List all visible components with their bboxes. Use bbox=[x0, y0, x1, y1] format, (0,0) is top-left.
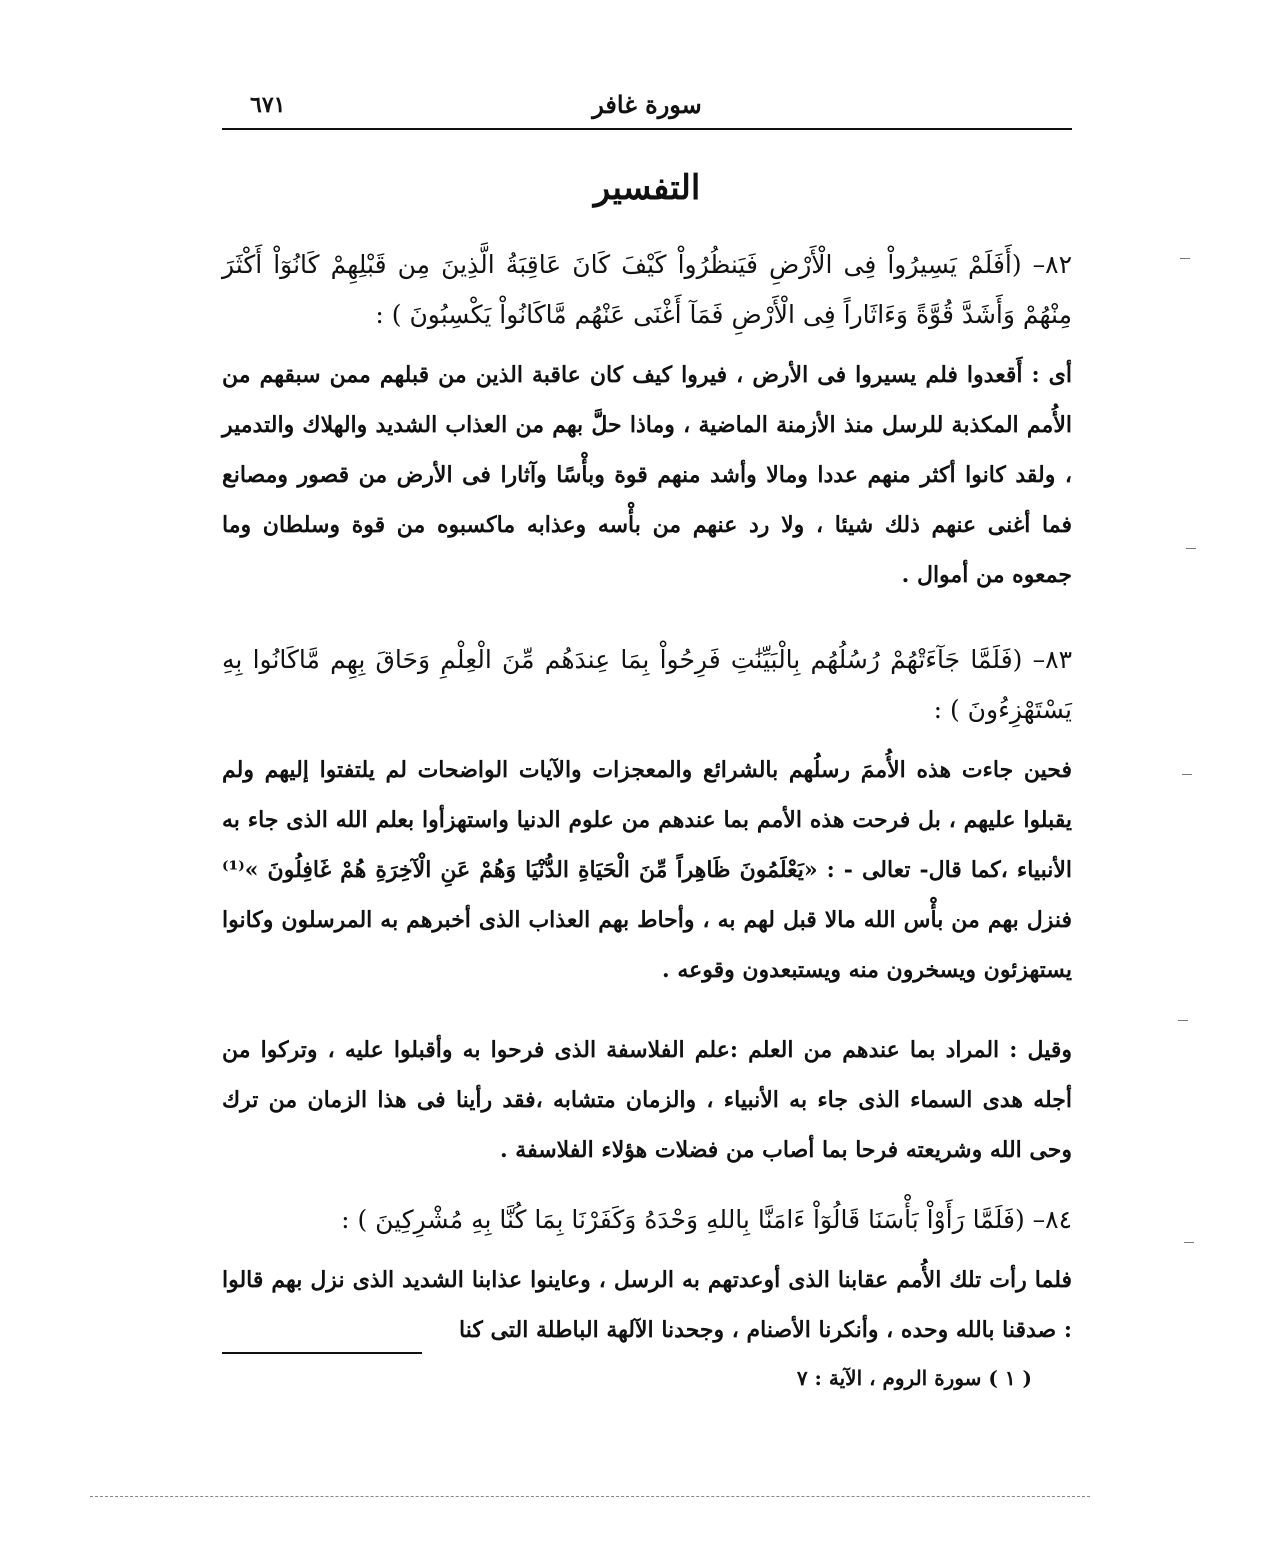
margin-mark bbox=[1178, 1020, 1188, 1021]
tafsir-83: فحين جاءت هذه الأُممَ رسلُهم بالشرائع والمعجزات والآيات الواضحات لم يلتفتوا إليهم ولم يقبلوا عليهم ، بل فرحت هذه الأمم بما عندهم من علوم الدنيا واستهزأوا بعلم الله الذى جاء به الأنبياء ،كما قال- تعالى - : «يَعْلَمُونَ ظَاهِراً مِّنَ الْحَيَاةِ الدُّنْيَا وَهُمْ عَنِ الْآخِرَةِ هُمْ غَافِلُونَ »⁽¹⁾ فنزل بهم من بأْس الله مالا قبل لهم به ، وأحاط بهم العذاب الذى أخبرهم به المرسلون وكانوا يستهزئون ويسخرون منه ويستبعدون وقوعه . bbox=[222, 757, 1072, 983]
book-page bbox=[222, 80, 1072, 1460]
footnote-rule bbox=[222, 1352, 422, 1354]
header-rule bbox=[222, 128, 1072, 130]
margin-mark bbox=[1180, 258, 1190, 259]
page-header bbox=[222, 90, 1072, 130]
tafsir-84: فلما رأت تلك الأُمم عقابنا الذى أوعدتهم به الرسل ، وعاينوا عذابنا الشديد الذى نزل بهم قالوا : صدقنا بالله وحده ، وأنكرنا الأصنام ، وجحدنا الآلهة الباطلة التى كنا bbox=[222, 1267, 1072, 1343]
page-number: ٦٧١ bbox=[250, 92, 286, 118]
verse-82: ٨٢– (أَفَلَمْ يَسِيرُواْ فِى الْأَرْضِ فَيَنظُرُواْ كَيْفَ كَانَ عَاقِبَةُ الَّذِينَ مِن قَبْلِهِمْ كَانُوٓاْ أَكْثَرَ مِنْهُمْ وَأَشَدَّ قُوَّةً وَءَاثَاراً فِى الْأَرْضِ فَمَآ أَغْنَى عَنْهُم مَّاكَانُواْ يَكْسِبُونَ ) : bbox=[222, 250, 1072, 329]
tafsir-83-note: وقيل : المراد بما عندهم من العلم :علم الفلاسفة الذى فرحوا به وأقبلوا عليه ، وتركوا من أجله هدى السماء الذى جاء به الأنبياء ، والزمان متشابه ،فقد رأينا فى هذا الزمان من ترك وحى الله وشريعته فرحا بما أصاب من فضلات هؤلاء الفلاسفة . bbox=[222, 1037, 1072, 1163]
verse-84: ٨٤– (فَلَمَّا رَأَوْاْ بَأْسَنَا قَالُوٓاْ ءَامَنَّا بِاللهِ وَحْدَهُ وَكَفَرْنَا بِمَا كُنَّا بِهِ مُشْرِكِينَ ) : bbox=[341, 1205, 1072, 1234]
scan-edge-dashes bbox=[90, 1496, 1090, 1497]
surah-title: سورة غافر bbox=[592, 90, 702, 119]
section-title: التفسير bbox=[593, 168, 701, 208]
margin-mark bbox=[1182, 774, 1192, 775]
margin-mark bbox=[1184, 1242, 1194, 1243]
verse-83: ٨٣– (فَلَمَّا جَآءَتْهُمْ رُسُلُهُم بِالْبَيِّنَٰتِ فَرِحُواْ بِمَا عِندَهُم مِّنَ الْعِلْمِ وَحَاقَ بِهِم مَّاكَانُوا بِهِ يَسْتَهْزِءُونَ ) : bbox=[222, 645, 1072, 724]
tafsir-82: أى : أَقعدوا فلم يسيروا فى الأرض ، فيروا كيف كان عاقبة الذين من قبلهم ممن سبقهم من الأُمم المكذبة للرسل منذ الأزمنة الماضية ، وماذا حلَّ بهم من العذاب الشديد والهلاك والتدمير ، ولقد كانوا أكثر منهم عددا ومالا وأشد منهم قوة وبأْسًا وآثارا فى الأرض من قصور ومصانع فما أغنى عنهم ذلك شيئا ، ولا رد عنهم من بأْسه وعذابه ماكسبوه من قوة وسلطان وما جمعوه من أموال . bbox=[222, 362, 1072, 588]
margin-mark bbox=[1186, 548, 1196, 549]
footnote: ( ١ ) سورة الروم ، الآية : ٧ bbox=[796, 1366, 1032, 1390]
